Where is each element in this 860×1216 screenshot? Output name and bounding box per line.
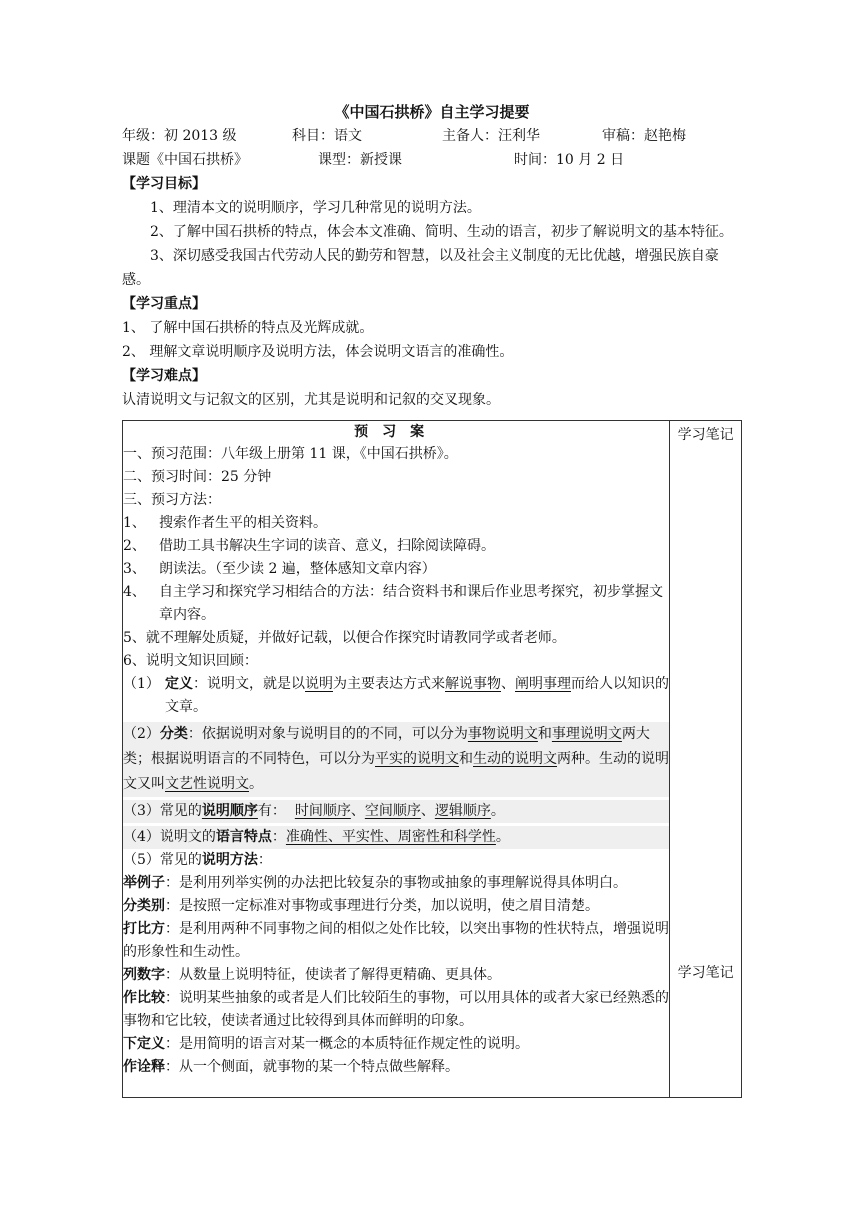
topic: 课题《中国石拱桥》 bbox=[122, 152, 248, 168]
key-point-item: 2、 理解文章说明顺序及说明方法，体会说明文语言的准确性。 bbox=[122, 344, 514, 360]
preview-content bbox=[123, 421, 670, 1098]
objectives-heading: 【学习目标】 bbox=[122, 176, 206, 192]
preview-table bbox=[122, 420, 742, 1098]
classification-block: （2）分类：依据说明对象与说明目的的不同，可以分为事物说明文和事理说明文两大类；根据说明语言的不同特色，可以分为平实的说明文和生动的说明文两种。生动的说明文又叫文艺性说明文。 bbox=[123, 722, 669, 797]
method-explain-item: 举例子：是利用列举实例的办法把比较复杂的事物或抽象的事理解说得具体明白。 bbox=[123, 875, 627, 891]
grade: 年级：初 2013 级 bbox=[122, 128, 237, 144]
method-item: 1、 搜索作者生平的相关资料。 bbox=[123, 515, 327, 531]
objective-item: 3、深切感受我国古代劳动人民的勤劳和智慧，以及社会主义制度的无比优越，增强民族自豪感。 bbox=[122, 248, 719, 288]
method-explain-item: 分类别：是按照一定标准对事物或事理进行分类，加以说明，使之眉目清楚。 bbox=[123, 898, 599, 914]
preview-item-6: 6、说明文知识回顾： bbox=[123, 653, 258, 669]
method-explain-item: 列数字：从数量上说明特征，使读者了解得更精确、更具体。 bbox=[123, 967, 501, 983]
methods-intro: （5）常见的说明方法： bbox=[123, 852, 272, 868]
difficulties-text: 认清说明文与记叙文的区别，尤其是说明和记叙的交叉现象。 bbox=[122, 392, 500, 408]
subject: 科目：语文 bbox=[292, 128, 362, 144]
preview-scope: 一、预习范围：八年级上册第 11 课，《中国石拱桥》。 bbox=[123, 446, 458, 462]
key-point-item: 1、 了解中国石拱桥的特点及光辉成就。 bbox=[122, 320, 374, 336]
info-row-2 bbox=[122, 148, 742, 172]
key-points-heading: 【学习重点】 bbox=[122, 296, 206, 312]
preview-duration: 二、预习时间：25 分钟 bbox=[123, 469, 272, 485]
objective-item: 1、理清本文的说明顺序，学习几种常见的说明方法。 bbox=[150, 200, 481, 216]
lesson-type: 课型：新授课 bbox=[318, 152, 402, 168]
page-title: 《中国石拱桥》自主学习提要 bbox=[334, 103, 530, 121]
preview-heading: 预习案 bbox=[354, 424, 439, 440]
preview-item-5: 5、就不理解处质疑，并做好记载，以便合作探究时请教同学或者老师。 bbox=[123, 630, 566, 646]
method-explain-item: 作诠释：从一个侧面，就事物的某一个特点做些解释。 bbox=[123, 1059, 459, 1075]
header-section bbox=[122, 100, 742, 412]
notes-label: 学习笔记 bbox=[677, 427, 734, 443]
definition-block: （1） 定义：说明文，就是以说明为主要表达方式来解说事物、阐明事理而给人以知识的文章。 bbox=[123, 676, 669, 715]
info-row-1 bbox=[122, 124, 742, 148]
order-block: （3）常见的说明顺序有： 时间顺序、空间顺序、逻辑顺序。 bbox=[123, 800, 669, 823]
reviewer: 审稿：赵艳梅 bbox=[602, 128, 686, 144]
notes-label: 学习笔记 bbox=[677, 965, 734, 981]
method-explain-item: 打比方：是利用两种不同事物之间的相似之处作比较，以突出事物的性状特点，增强说明的形象性和生动性。 bbox=[123, 921, 669, 960]
time: 时间：10 月 2 日 bbox=[514, 152, 625, 168]
method-explain-item: 作比较：说明某些抽象的或者是人们比较陌生的事物，可以用具体的或者大家已经熟悉的事物和它比较，使读者通过比较得到具体而鲜明的印象。 bbox=[123, 990, 669, 1029]
method-item: 2、 借助工具书解决生字词的读音、意义，扫除阅读障碍。 bbox=[123, 538, 495, 554]
methods-heading: 三、预习方法： bbox=[123, 492, 221, 508]
method-explain-item: 下定义：是用简明的语言对某一概念的本质特征作规定性的说明。 bbox=[123, 1036, 529, 1052]
objective-item: 2、了解中国石拱桥的特点，体会本文准确、简明、生动的语言，初步了解说明文的基本特征。 bbox=[150, 224, 733, 240]
language-block: （4）说明文的语言特点：准确性、平实性、周密性和科学性。 bbox=[123, 826, 669, 849]
method-item: 4、 自主学习和探究学习相结合的方法：结合资料书和课后作业思考探究，初步掌握文章内容。 bbox=[123, 584, 663, 623]
difficulties-heading: 【学习难点】 bbox=[122, 368, 206, 384]
method-item: 3、 朗读法。（至少读 2 遍，整体感知文章内容） bbox=[123, 561, 436, 577]
notes-column bbox=[670, 421, 742, 1098]
preparer: 主备人：汪利华 bbox=[442, 128, 540, 144]
